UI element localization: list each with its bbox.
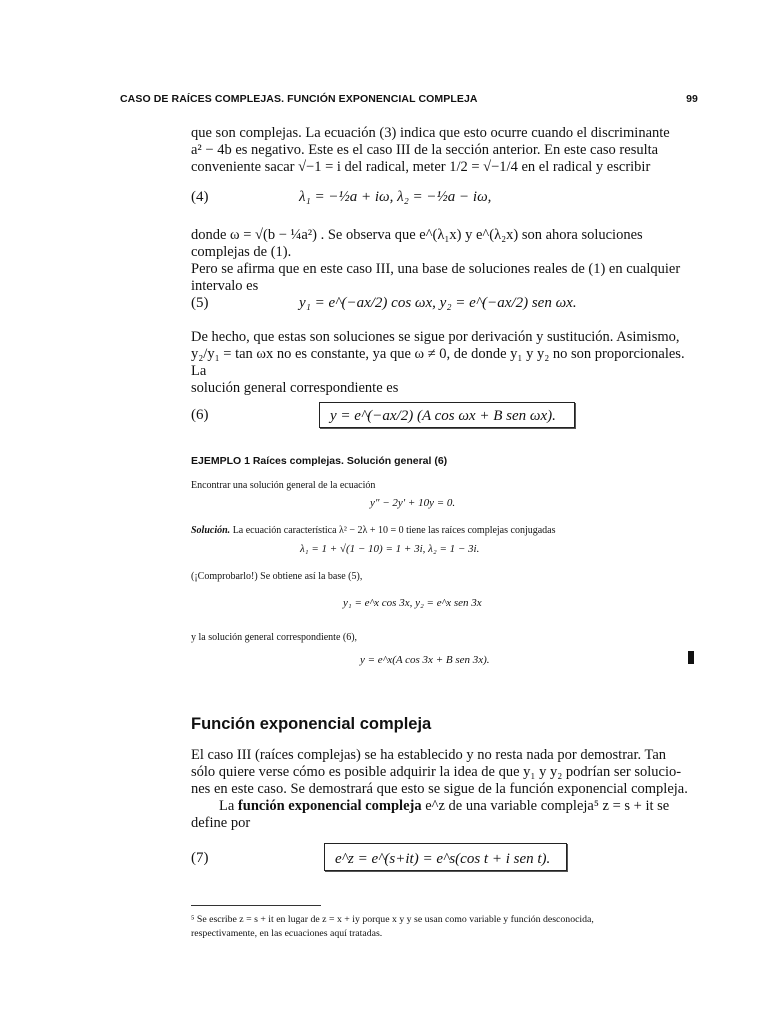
equation-5: [191, 295, 700, 317]
text-line: conveniente sacar √−1 = i del radical, meter 1/2 = √−1/4 en el radical y escribir: [191, 159, 651, 175]
text-line: define por: [191, 815, 251, 831]
text-line: Pero se afirma que en este caso III, una base de soluciones reales de (1) en cualquier: [191, 261, 681, 277]
equation-7: [191, 843, 700, 873]
example-basis: y₁ = e^x cos 3x, y₂ = e^x sen 3x: [343, 597, 482, 609]
footnote-line: respectivamente, en las ecuaciones aquí tratadas.: [191, 928, 383, 939]
example-general-line: y la solución general correspondiente (6),: [191, 632, 358, 643]
header-title: CASO DE RAÍCES COMPLEJAS. FUNCIÓN EXPONENCIAL COMPLEJA: [120, 93, 478, 105]
page-number: 99: [686, 93, 698, 105]
equation-number: (5): [191, 295, 209, 311]
text-line: que son complejas. La ecuación (3) indica que esto ocurre cuando el discriminante: [191, 125, 670, 141]
paragraph-derivation: [191, 329, 700, 397]
example-ode: y″ − 2y′ + 10y = 0.: [370, 497, 456, 509]
equation-number: (4): [191, 189, 209, 205]
text-line: intervalo es: [191, 278, 259, 294]
equation-6: [191, 402, 700, 430]
text-line: nes en este caso. Se demostrará que esto se sigue de la función exponencial compleja.: [191, 781, 688, 797]
footnote-line: ⁵ Se escribe z = s + it en lugar de z = x + iy porque x y y se usan como variable y función desconocida,: [191, 914, 594, 925]
footnote-rule: [191, 905, 321, 906]
solution-label: Solución.: [191, 525, 231, 536]
bold-term: función exponencial compleja: [237, 798, 422, 814]
example-solution-line: [191, 524, 556, 537]
text-line: y₂/y₁ = tan ωx no es constante, ya que ω ≠ 0, de donde y₁ y y₂ no son proporcionales. La: [191, 346, 685, 379]
paragraph-complex-exponential: [191, 747, 700, 832]
text-fragment: e^z de una variable compleja⁵ z = s + it se: [421, 798, 670, 814]
example-check-line: (¡Comprobarlo!) Se obtiene así la base (5),: [191, 571, 363, 582]
equation-body: y₁ = e^(−ax/2) cos ωx, y₂ = e^(−ax/2) sen ωx.: [299, 295, 577, 311]
paragraph-intro: [191, 125, 700, 176]
text-fragment: La: [219, 798, 238, 814]
example-general-solution: y = e^x(A cos 3x + B sen 3x).: [360, 654, 490, 666]
solution-text: La ecuación característica λ² − 2λ + 10 = 0 tiene las raíces complejas conjugadas: [230, 525, 556, 536]
example-roots: λ₁ = 1 + √(1 − 10) = 1 + 3i, λ₂ = 1 − 3i.: [300, 543, 480, 555]
section-title: Función exponencial compleja: [191, 715, 432, 733]
text-line: sólo quiere verse cómo es posible adquirir la idea de que y₁ y y₂ podrían ser solucio-: [191, 764, 682, 780]
text-line: a² − 4b es negativo. Este es el caso III de la sección anterior. En este caso resulta: [191, 142, 659, 158]
paragraph-omega: [191, 227, 700, 295]
example-title: EJEMPLO 1 Raíces complejas. Solución general (6): [191, 455, 448, 467]
running-header: [120, 93, 698, 109]
text-line: [191, 798, 700, 815]
footnote: [191, 913, 711, 941]
example-statement: Encontrar una solución general de la ecuación: [191, 480, 376, 491]
text-line: donde ω = √(b − ¼a²) . Se observa que e^(λ₁x) y e^(λ₂x) son ahora soluciones complejas de (1).: [191, 227, 643, 260]
boxed-equation: e^z = e^(s+it) = e^s(cos t + i sen t).: [324, 843, 567, 871]
end-of-proof-mark: [688, 651, 694, 664]
equation-number: (7): [191, 850, 209, 866]
boxed-equation: y = e^(−ax/2) (A cos ωx + B sen ωx).: [319, 402, 575, 428]
equation-4: [191, 189, 700, 211]
text-line: El caso III (raíces complejas) se ha establecido y no resta nada por demostrar. Tan: [191, 747, 667, 763]
equation-number: (6): [191, 407, 209, 423]
text-line: De hecho, que estas son soluciones se sigue por derivación y sustitución. Asimismo,: [191, 329, 680, 345]
text-line: solución general correspondiente es: [191, 380, 399, 396]
equation-body: λ₁ = −½a + iω, λ₂ = −½a − iω,: [299, 189, 492, 205]
